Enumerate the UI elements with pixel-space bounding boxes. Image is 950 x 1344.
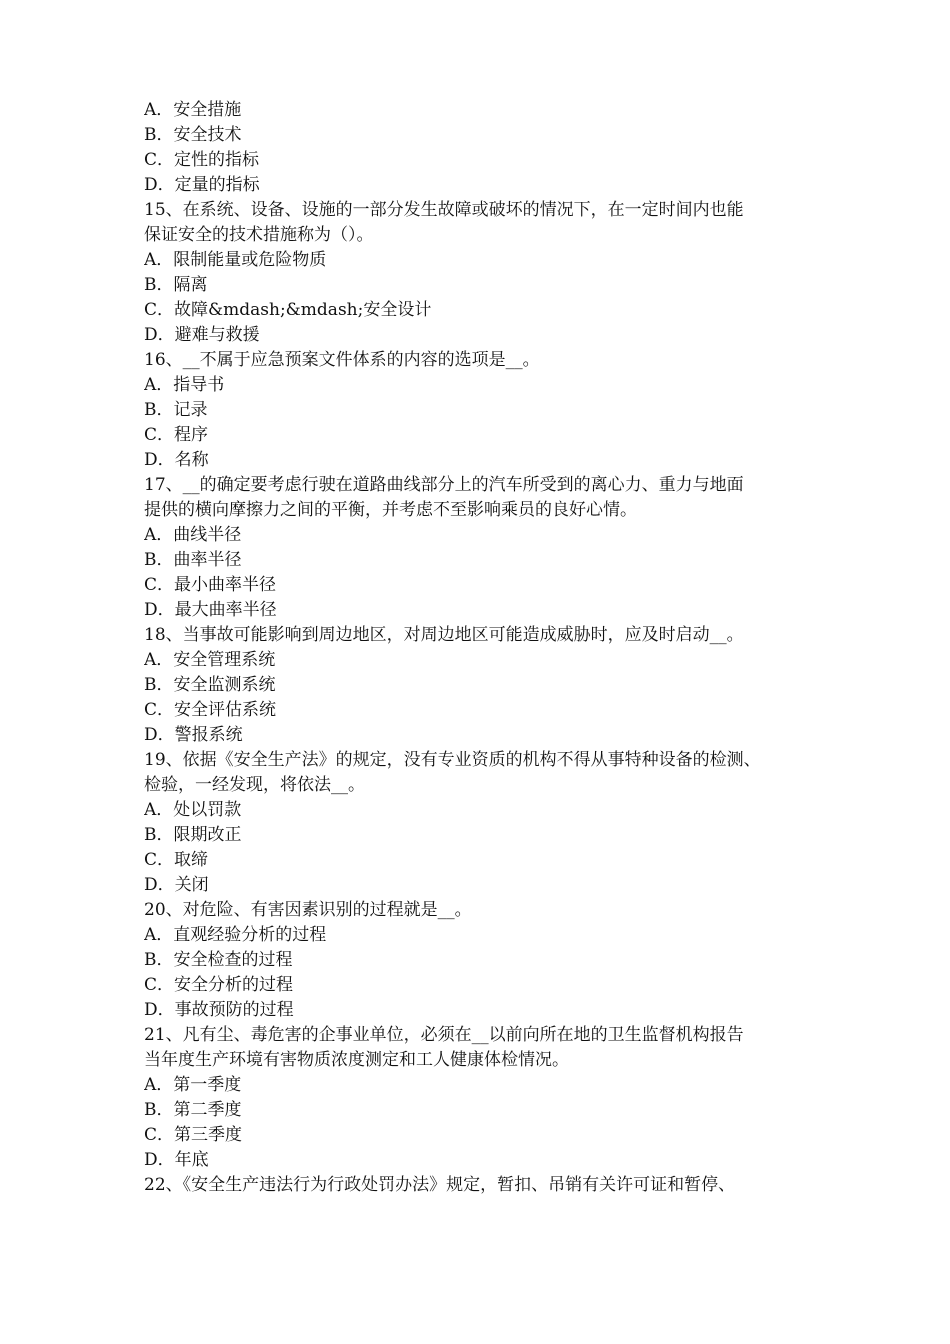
text-line: A．安全管理系统 xyxy=(144,650,276,670)
text-line: C．安全分析的过程 xyxy=(144,975,294,995)
text-line: A．处以罚款 xyxy=(144,800,242,820)
text-line: 15、在系统、设备、设施的一部分发生故障或破坏的情况下，在一定时间内也能 xyxy=(144,200,744,220)
text-line: B．记录 xyxy=(144,400,208,420)
text-line: D．避难与救援 xyxy=(144,325,260,345)
text-line: C．最小曲率半径 xyxy=(144,575,277,595)
text-line: C．取缔 xyxy=(144,850,209,870)
text-line: 18、当事故可能影响到周边地区，对周边地区可能造成威胁时，应及时启动__。 xyxy=(144,625,744,645)
text-line: B．安全技术 xyxy=(144,125,242,145)
text-line: D．事故预防的过程 xyxy=(144,1000,294,1020)
text-line: 检验，一经发现，将依法__。 xyxy=(144,775,365,795)
text-line: C．程序 xyxy=(144,425,209,445)
text-line: 21、凡有尘、毒危害的企事业单位，必须在__以前向所在地的卫生监督机构报告 xyxy=(144,1025,744,1045)
text-line: C．安全评估系统 xyxy=(144,700,277,720)
text-line: B．安全监测系统 xyxy=(144,675,276,695)
text-line: D．警报系统 xyxy=(144,725,243,745)
text-line: C．定性的指标 xyxy=(144,150,260,170)
text-line: D．关闭 xyxy=(144,875,209,895)
text-line: C．第三季度 xyxy=(144,1125,243,1145)
text-line: 19、依据《安全生产法》的规定，没有专业资质的机构不得从事特种设备的检测、 xyxy=(144,750,761,770)
text-line: A．第一季度 xyxy=(144,1075,242,1095)
text-line: B．限期改正 xyxy=(144,825,242,845)
text-line: A．限制能量或危险物质 xyxy=(144,250,327,270)
text-line: B．曲率半径 xyxy=(144,550,242,570)
text-line: 20、对危险、有害因素识别的过程就是__。 xyxy=(144,900,472,920)
text-line: 22、《安全生产违法行为行政处罚办法》规定，暂扣、吊销有关许可证和暂停、 xyxy=(144,1175,736,1195)
text-line: A．曲线半径 xyxy=(144,525,242,545)
text-line: B．安全检查的过程 xyxy=(144,950,293,970)
document-body xyxy=(144,98,816,1198)
text-line: 提供的横向摩擦力之间的平衡，并考虑不至影响乘员的良好心情。 xyxy=(144,500,637,520)
text-line: A．直观经验分析的过程 xyxy=(144,925,327,945)
text-line: 17、__的确定要考虑行驶在道路曲线部分上的汽车所受到的离心力、重力与地面 xyxy=(144,475,744,495)
text-line: C．故障&mdash;&mdash;安全设计 xyxy=(144,300,432,320)
text-line: D．最大曲率半径 xyxy=(144,600,277,620)
text-line: 当年度生产环境有害物质浓度测定和工人健康体检情况。 xyxy=(144,1050,569,1070)
text-line: 保证安全的技术措施称为（）。 xyxy=(144,225,374,245)
text-line: D．定量的指标 xyxy=(144,175,260,195)
text-line: 16、__不属于应急预案文件体系的内容的选项是__。 xyxy=(144,350,540,370)
text-line: A．安全措施 xyxy=(144,100,242,120)
text-line: B．隔离 xyxy=(144,275,208,295)
text-line: A．指导书 xyxy=(144,375,225,395)
text-line: B．第二季度 xyxy=(144,1100,242,1120)
text-line: D．年底 xyxy=(144,1150,209,1170)
text-line: D．名称 xyxy=(144,450,209,470)
